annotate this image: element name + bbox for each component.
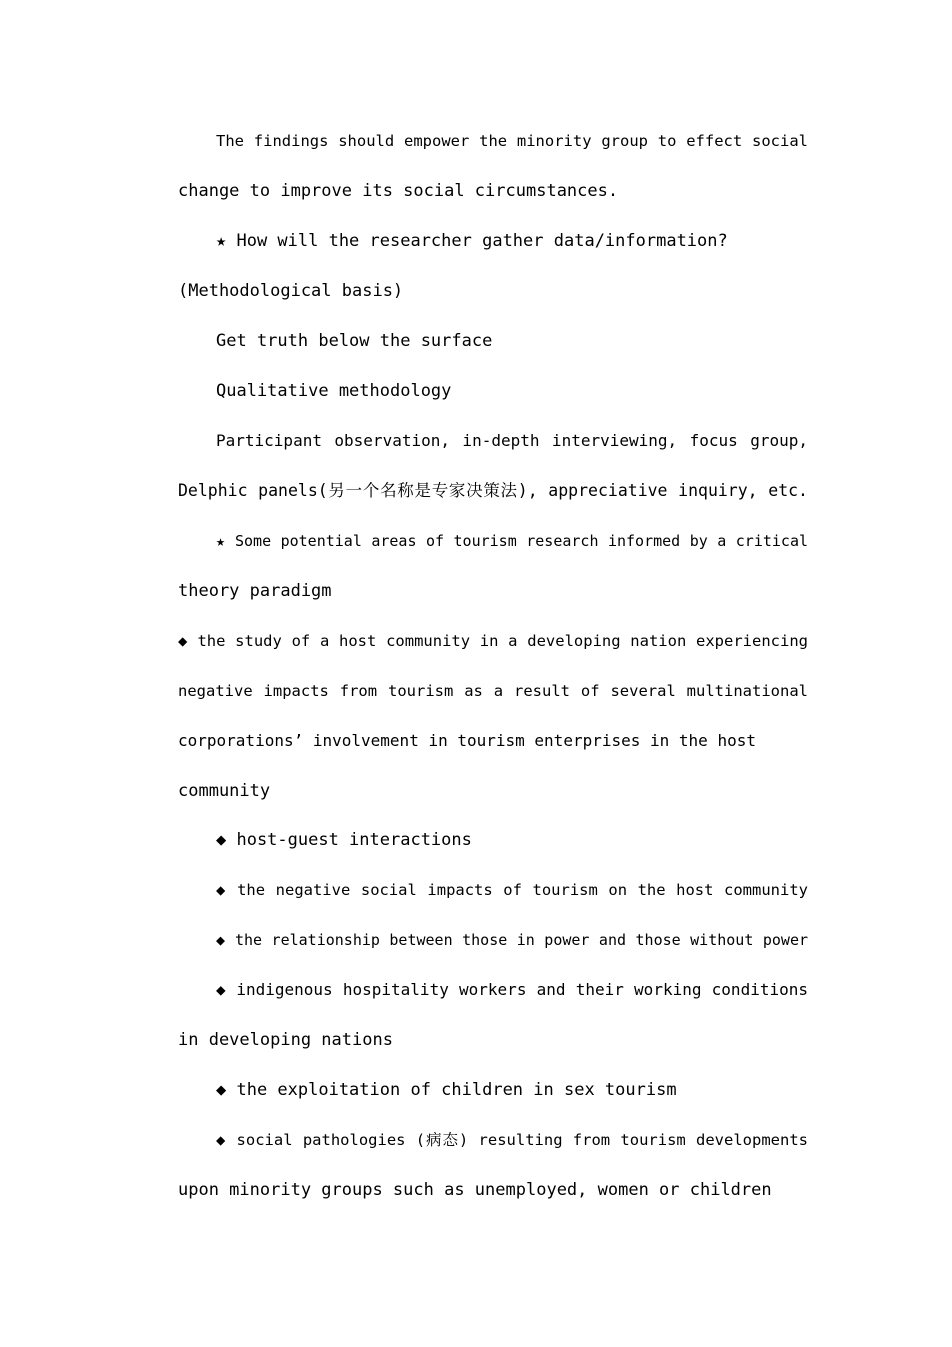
text-line: Delphic panels(另一个名称是专家决策法), appreciative inquiry, etc. — [178, 481, 808, 500]
text-line: community — [178, 781, 271, 801]
text-line: Get truth below the surface — [216, 331, 493, 351]
text-line: ★ How will the researcher gather data/information? — [216, 231, 728, 251]
list-item: ◆ indigenous hospitality workers and their working conditions — [216, 980, 808, 999]
text-line: in developing nations — [178, 1030, 393, 1050]
list-item: ◆ the exploitation of children in sex tourism — [216, 1080, 677, 1100]
text-line: change to improve its social circumstances. — [178, 181, 619, 201]
text-line: ◆ the study of a host community in a developing nation experiencing — [178, 632, 808, 650]
list-item: ◆ social pathologies (病态) resulting from tourism developments — [216, 1131, 808, 1149]
text-line: Participant observation, in-depth interviewing, focus group, — [216, 431, 808, 450]
text-line: Qualitative methodology — [216, 381, 452, 401]
list-item: ◆ host-guest interactions — [216, 830, 472, 850]
list-item: ◆ the relationship between those in power and those without power — [216, 931, 808, 949]
list-item: ◆ the negative social impacts of tourism on the host community — [216, 881, 808, 899]
text-line: negative impacts from tourism as a result of several multinational — [178, 682, 808, 700]
text-line: (Methodological basis) — [178, 281, 404, 301]
text-line: corporations’ involvement in tourism enterprises in the host — [178, 731, 756, 750]
text-line: theory paradigm — [178, 581, 332, 601]
text-line: upon minority groups such as unemployed, women or children — [178, 1180, 772, 1200]
text-line: The findings should empower the minority group to effect social — [216, 132, 808, 150]
text-line: ★ Some potential areas of tourism research informed by a critical — [216, 532, 808, 550]
